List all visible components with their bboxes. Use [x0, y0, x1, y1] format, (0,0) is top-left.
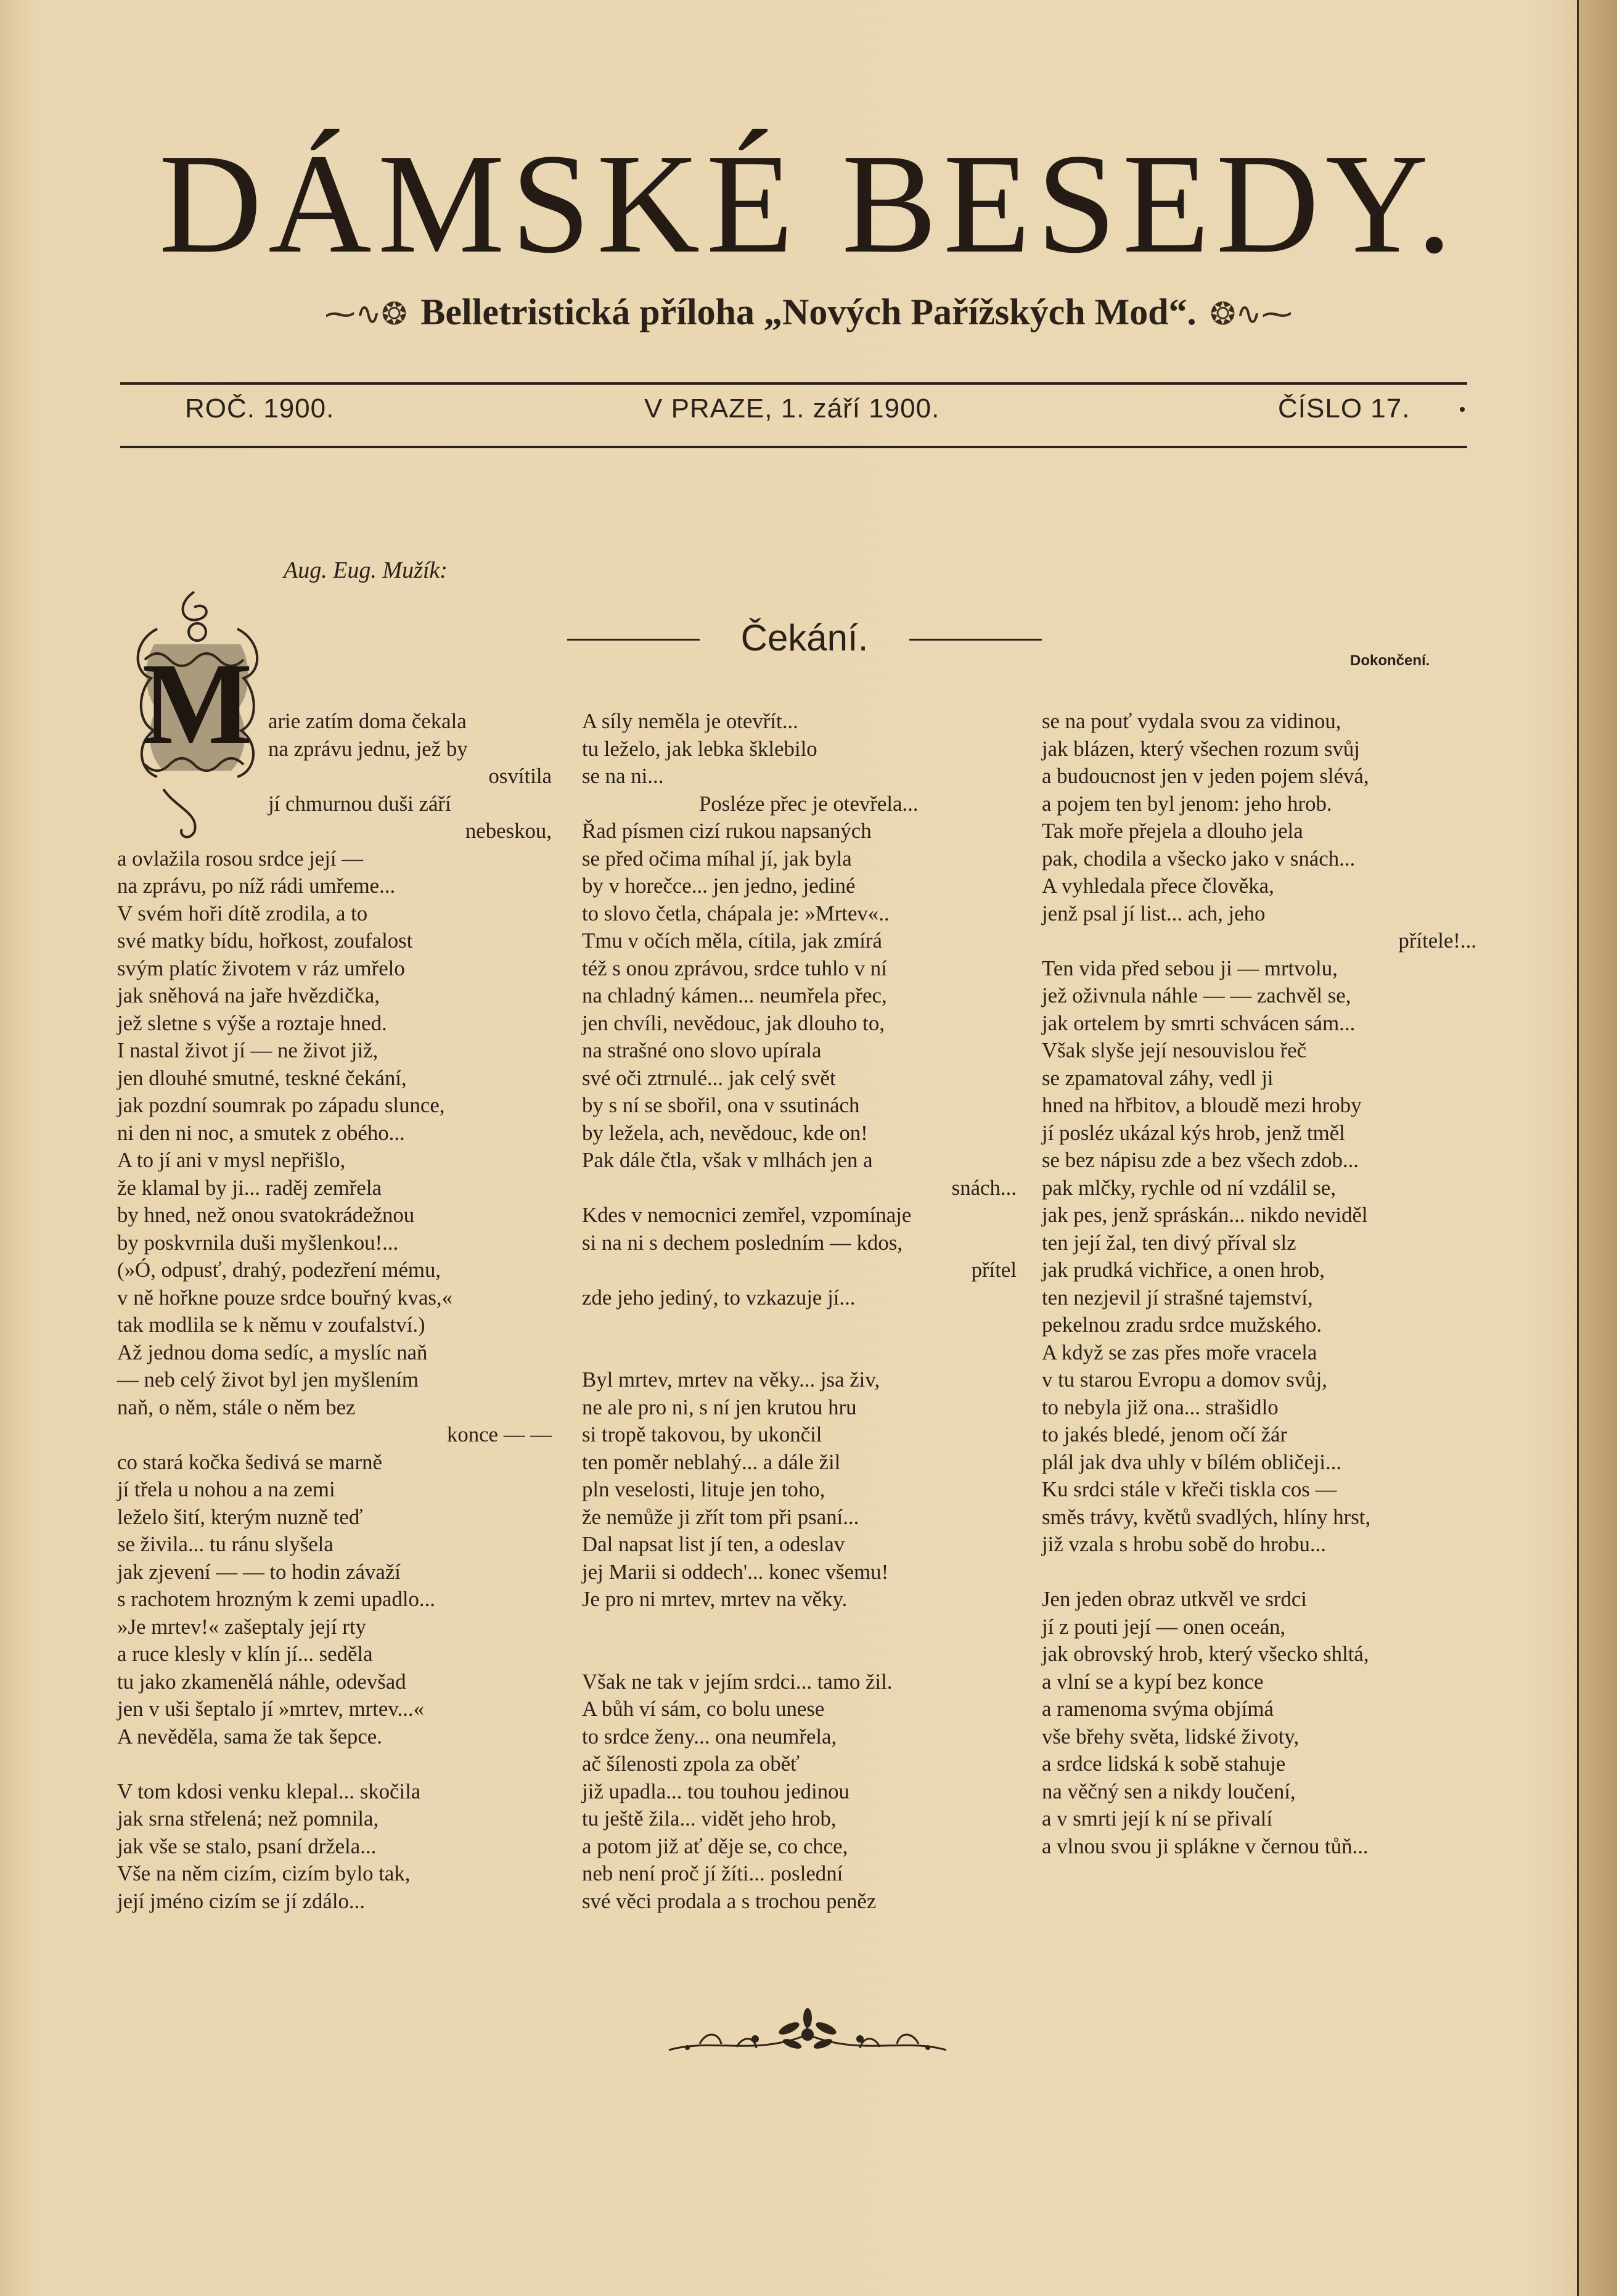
- poem-line: na zprávu jednu, jež by: [268, 736, 468, 761]
- poem-line: jí z pouti její — onen oceán,: [1042, 1614, 1286, 1639]
- initial-letter: M: [142, 639, 253, 769]
- poem-line: že klamal by ji... raděj zemřela: [117, 1175, 382, 1200]
- title-rule-right: [909, 639, 1042, 641]
- poem-line: pln veselosti, lituje jen toho,: [582, 1477, 825, 1501]
- bottom-rule-extension: [1439, 446, 1467, 448]
- poem-line: a vlní se a kypí bez konce: [1042, 1669, 1264, 1694]
- masthead-title: DÁMSKÉ BESEDY.: [158, 125, 1459, 283]
- poem-line: že nemůže ji zřít tom při psaní...: [582, 1504, 859, 1529]
- poem-line: to srdce ženy... ona neumřela,: [582, 1724, 837, 1749]
- flourish-right-icon: ❂∿⁓: [1210, 297, 1293, 331]
- flourish-left-icon: ⁓∿❂: [324, 297, 407, 331]
- poem-line: Ten vida před sebou ji — mrtvolu,: [1042, 956, 1338, 980]
- poem-line: jen dlouhé smutné, teskné čekání,: [117, 1065, 407, 1090]
- poem-line: A nevěděla, sama že tak šepce.: [117, 1724, 382, 1749]
- poem-line: na chladný kámen... neumřela přec,: [582, 983, 887, 1007]
- poem-line: jak vše se stalo, psaní držela...: [117, 1834, 377, 1858]
- poem-line: již vzala s hrobu sobě do hrobu...: [1042, 1532, 1326, 1556]
- poem-line: v ně hořkne pouze srdce bouřný kvas,«: [117, 1285, 453, 1310]
- poem-line: nebeskou,: [465, 819, 552, 843]
- poem-line: by ležela, ach, nevědouc, kde on!: [582, 1120, 868, 1145]
- poem-line: V svém hoři dítě zrodila, a to: [117, 901, 368, 925]
- poem-line: jak pozdní soumrak po západu slunce,: [117, 1093, 445, 1117]
- subtitle-text: Belletristická příloha „Nových Pařížských Mod“.: [420, 292, 1197, 332]
- poem-line: jak prudká vichřice, a onen hrob,: [1042, 1258, 1325, 1282]
- poem-line: jak blázen, který všechen rozum svůj: [1042, 736, 1360, 761]
- poem-line: [582, 1641, 1017, 1668]
- poem-line: se před očima míhal jí, jak byla: [582, 846, 852, 871]
- bottom-rule: [120, 446, 1467, 448]
- poem-line: se bez nápisu zde a bez všech zdob...: [1042, 1148, 1359, 1172]
- poem-line: na strašné ono slovo upírala: [582, 1038, 822, 1062]
- poem-line: se živila... tu ránu slyšela: [117, 1532, 334, 1556]
- poem-line: hned na hřbitov, a bloudě mezi hroby: [1042, 1093, 1362, 1117]
- poem-line: ač šílenosti zpola za oběť: [582, 1752, 800, 1776]
- top-rule: [120, 382, 1467, 385]
- poem-line: pak mlčky, rychle od ní vzdálil se,: [1042, 1175, 1337, 1200]
- binding-edge: [1579, 0, 1617, 2296]
- issue-place-date: V PRAZE, 1. září 1900.: [644, 393, 940, 424]
- poem-line: A vyhledala přece člověka,: [1042, 874, 1274, 898]
- poem-line: se na ni...: [582, 764, 664, 788]
- poem-line: ne ale pro ni, s ní jen krutou hru: [582, 1395, 857, 1419]
- poem-line: jak pes, jenž spráskán... nikdo neviděl: [1042, 1203, 1368, 1227]
- poem-line: s rachotem hrozným k zemi upadlo...: [117, 1587, 436, 1611]
- poem-line: své matky bídu, hořkost, zoufalost: [117, 929, 413, 953]
- poem-line: a potom již ať děje se, co chce,: [582, 1834, 848, 1858]
- poem-line: ten poměr neblahý... a dále žil: [582, 1449, 841, 1474]
- poem-line: jak ortelem by smrti schvácen sám...: [1042, 1011, 1356, 1035]
- poem-line: jen v uši šeptalo jí »mrtev, mrtev...«: [117, 1697, 425, 1721]
- stray-dot: [1460, 407, 1465, 412]
- poem-line: Kdes v nemocnici zemřel, vzpomínaje: [582, 1203, 912, 1227]
- poem-line: na zprávu, po níž rádi umřeme...: [117, 874, 396, 898]
- poem-line: ten její žal, ten divý příval slz: [1042, 1230, 1296, 1255]
- poem-line: to jakés bledé, jenom očí žár: [1042, 1422, 1288, 1446]
- poem-line: naň, o něm, stále o něm bez: [117, 1395, 356, 1419]
- poem-line: své věci prodala a s trochou peněz: [582, 1888, 877, 1913]
- poem-line: a v smrti její k ní se přivalí: [1042, 1806, 1272, 1831]
- poem-line: to nebyla již ona... strašidlo: [1042, 1395, 1279, 1419]
- poem-line: a ovlažila rosou srdce její —: [117, 846, 364, 871]
- poem-line: a srdce lidská k sobě stahuje: [1042, 1752, 1286, 1776]
- article-author: Aug. Eug. Mužík:: [284, 557, 448, 583]
- poem-line: též s onou zprávou, srdce tuhlo v ní: [582, 956, 887, 980]
- poem-line: svým platíc životem v ráz umřelo: [117, 956, 405, 980]
- poem-line: přítele!...: [1398, 929, 1476, 953]
- poem-line: a pojem ten byl jenom: jeho hrob.: [1042, 791, 1332, 816]
- poem-line: Vše na něm cizím, cizím bylo tak,: [117, 1861, 411, 1885]
- poem-line: — neb celý život byl jen myšlením: [117, 1367, 419, 1392]
- poem-line: tak modlila se k němu v zoufalství.): [117, 1313, 425, 1337]
- poem-line: by v horečce... jen jedno, jediné: [582, 874, 856, 898]
- poem-line: Ku srdci stále v křeči tiskla cos —: [1042, 1477, 1337, 1501]
- poem-line: jí třela u nohou a na zemi: [117, 1477, 335, 1501]
- column-1: [117, 708, 552, 1915]
- poem-line: a ruce klesly v klín jí... seděla: [117, 1642, 373, 1666]
- poem-line: své oči ztrnulé... jak celý svět: [582, 1065, 836, 1090]
- poem-line: pak, chodila a všecko jako v snách...: [1042, 846, 1356, 871]
- poem-line: tu jako zkamenělá náhle, odevšad: [117, 1669, 406, 1694]
- poem-line: A bůh ví sám, co bolu unese: [582, 1697, 825, 1721]
- poem-line: v tu starou Evropu a domov svůj,: [1042, 1367, 1327, 1392]
- poem-line: Však slyše její nesouvislou řeč: [1042, 1038, 1307, 1062]
- poem-line: co stará kočka šedivá se marně: [117, 1449, 382, 1474]
- poem-line: konce — —: [446, 1422, 552, 1446]
- poem-line: Byl mrtev, mrtev na věky... jsa živ,: [582, 1367, 880, 1392]
- poem-line: Je pro ni mrtev, mrtev na věky.: [582, 1587, 848, 1611]
- poem-line: Jen jeden obraz utkvěl ve srdci: [1042, 1587, 1307, 1611]
- poem-line: jak srna střelená; než pomnila,: [117, 1806, 379, 1831]
- poem-line: si na ni s dechem posledním — kdos,: [582, 1230, 903, 1255]
- poem-line: jí posléz ukázal kýs hrob, jenž tměl: [1042, 1120, 1345, 1145]
- poem-line: jak obrovský hrob, který všecko shltá,: [1042, 1642, 1369, 1666]
- poem-line: jež oživnula náhle — — zachvěl se,: [1042, 983, 1351, 1007]
- poem-line: [582, 1339, 1017, 1367]
- poem-line: I nastal život jí — ne život již,: [117, 1038, 379, 1062]
- poem-line: by s ní se sbořil, ona v ssutinách: [582, 1093, 860, 1117]
- poem-line: pekelnou zradu srdce mužského.: [1042, 1313, 1322, 1337]
- article-title-block: [567, 617, 1042, 666]
- floral-ornament-icon: [663, 2001, 952, 2068]
- poem-line: jen chvíli, nevědouc, jak dlouho to,: [582, 1011, 885, 1035]
- poem-line: si tropě takovou, by ukončil: [582, 1422, 822, 1446]
- poem-line: směs trávy, květů svadlých, hlíny hrst,: [1042, 1504, 1371, 1529]
- poem-line: ten nezjevil jí strašné tajemství,: [1042, 1285, 1313, 1310]
- poem-line: [1042, 1559, 1476, 1586]
- poem-line: [117, 1750, 552, 1778]
- poem-line: jak sněhová na jaře hvězdička,: [117, 983, 380, 1007]
- poem-line: tu leželo, jak lebka šklebilo: [582, 736, 817, 761]
- poem-line: by poskvrnila duši myšlenkou!...: [117, 1230, 399, 1255]
- issue-row: [120, 393, 1467, 437]
- poem-line: osvítila: [488, 764, 552, 788]
- poem-line: Tak moře přejela a dlouho jela: [1042, 819, 1303, 843]
- poem-line: se zpamatoval záhy, vedl ji: [1042, 1065, 1274, 1090]
- poem-line: jej Marii si oddech'... konec všemu!: [582, 1559, 889, 1584]
- poem-line: leželo šití, kterým nuzně teď: [117, 1504, 363, 1529]
- poem-line: Pak dále čtla, však v mlhách jen a: [582, 1148, 873, 1172]
- poem-line: »Je mrtev!« zašeptaly její rty: [117, 1614, 366, 1639]
- poem-line: její jméno cizím se jí zdálo...: [117, 1888, 365, 1913]
- poem-line: Řad písmen cizí rukou napsaných: [582, 819, 872, 843]
- poem-line: jež sletne s výše a roztaje hned.: [117, 1011, 387, 1035]
- article-note: Dokončení.: [1350, 652, 1430, 669]
- article-title: Čekání.: [740, 617, 869, 658]
- poem-line: zde jeho jediný, to vzkazuje jí...: [582, 1285, 856, 1310]
- poem-line: snách...: [951, 1175, 1017, 1200]
- poem-line: jí chmurnou duši září: [268, 791, 451, 816]
- masthead-subtitle: [0, 291, 1617, 334]
- poem-line: Posléze přec je otevřela...: [699, 791, 919, 816]
- poem-line: vše břehy světa, lidské životy,: [1042, 1724, 1300, 1749]
- poem-line: (»Ó, odpusť, drahý, podezření mému,: [117, 1258, 441, 1282]
- poem-line: to slovo četla, chápala je: »Mrtev«..: [582, 901, 890, 925]
- poem-line: plál jak dva uhly v bílém obličeji...: [1042, 1449, 1342, 1474]
- poem-line: [582, 1613, 1017, 1641]
- poem-line: Však ne tak v jejím srdci... tamo žil.: [582, 1669, 893, 1694]
- poem-line: A to jí ani v mysl nepřišlo,: [117, 1148, 346, 1172]
- column-3: [1042, 708, 1476, 1860]
- poem-line: arie zatím doma čekala: [268, 709, 467, 733]
- poem-line: [582, 1311, 1017, 1339]
- poem-line: tu ještě žila... vidět jeho hrob,: [582, 1806, 837, 1831]
- poem-line: a vlnou svou ji splákne v černou tůň...: [1042, 1834, 1369, 1858]
- poem-line: a budoucnost jen v jeden pojem slévá,: [1042, 764, 1369, 788]
- poem-line: přítel: [971, 1258, 1017, 1282]
- column-2: [582, 708, 1017, 1915]
- issue-number: ČÍSLO 17.: [1278, 393, 1410, 424]
- poem-line: jenž psal jí list... ach, jeho: [1042, 901, 1266, 925]
- poem-line: neb není proč jí žíti... poslední: [582, 1861, 843, 1885]
- poem-line: již upadla... tou touhou jedinou: [582, 1779, 849, 1803]
- poem-line: Až jednou doma sedíc, a myslíc naň: [117, 1340, 428, 1364]
- poem-line: Tmu v očích měla, cítila, jak zmírá: [582, 929, 882, 953]
- issue-year: ROČ. 1900.: [185, 393, 335, 424]
- poem-line: A síly neměla je otevřít...: [582, 709, 798, 733]
- poem-line: a ramenoma svýma objímá: [1042, 1697, 1274, 1721]
- poem-line: A když se zas přes moře vracela: [1042, 1340, 1317, 1364]
- poem-line: V tom kdosi venku klepal... skočila: [117, 1779, 421, 1803]
- poem-line: Dal napsat list jí ten, a odeslav: [582, 1532, 845, 1556]
- poem-line: na věčný sen a nikdy loučení,: [1042, 1779, 1296, 1803]
- poem-line: jak zjevení — — to hodin závaží: [117, 1559, 401, 1584]
- poem-line: ni den ni noc, a smutek z obého...: [117, 1120, 405, 1145]
- poem-line: by hned, než onou svatokrádežnou: [117, 1203, 415, 1227]
- poem-line: se na pouť vydala svou za vidinou,: [1042, 709, 1341, 733]
